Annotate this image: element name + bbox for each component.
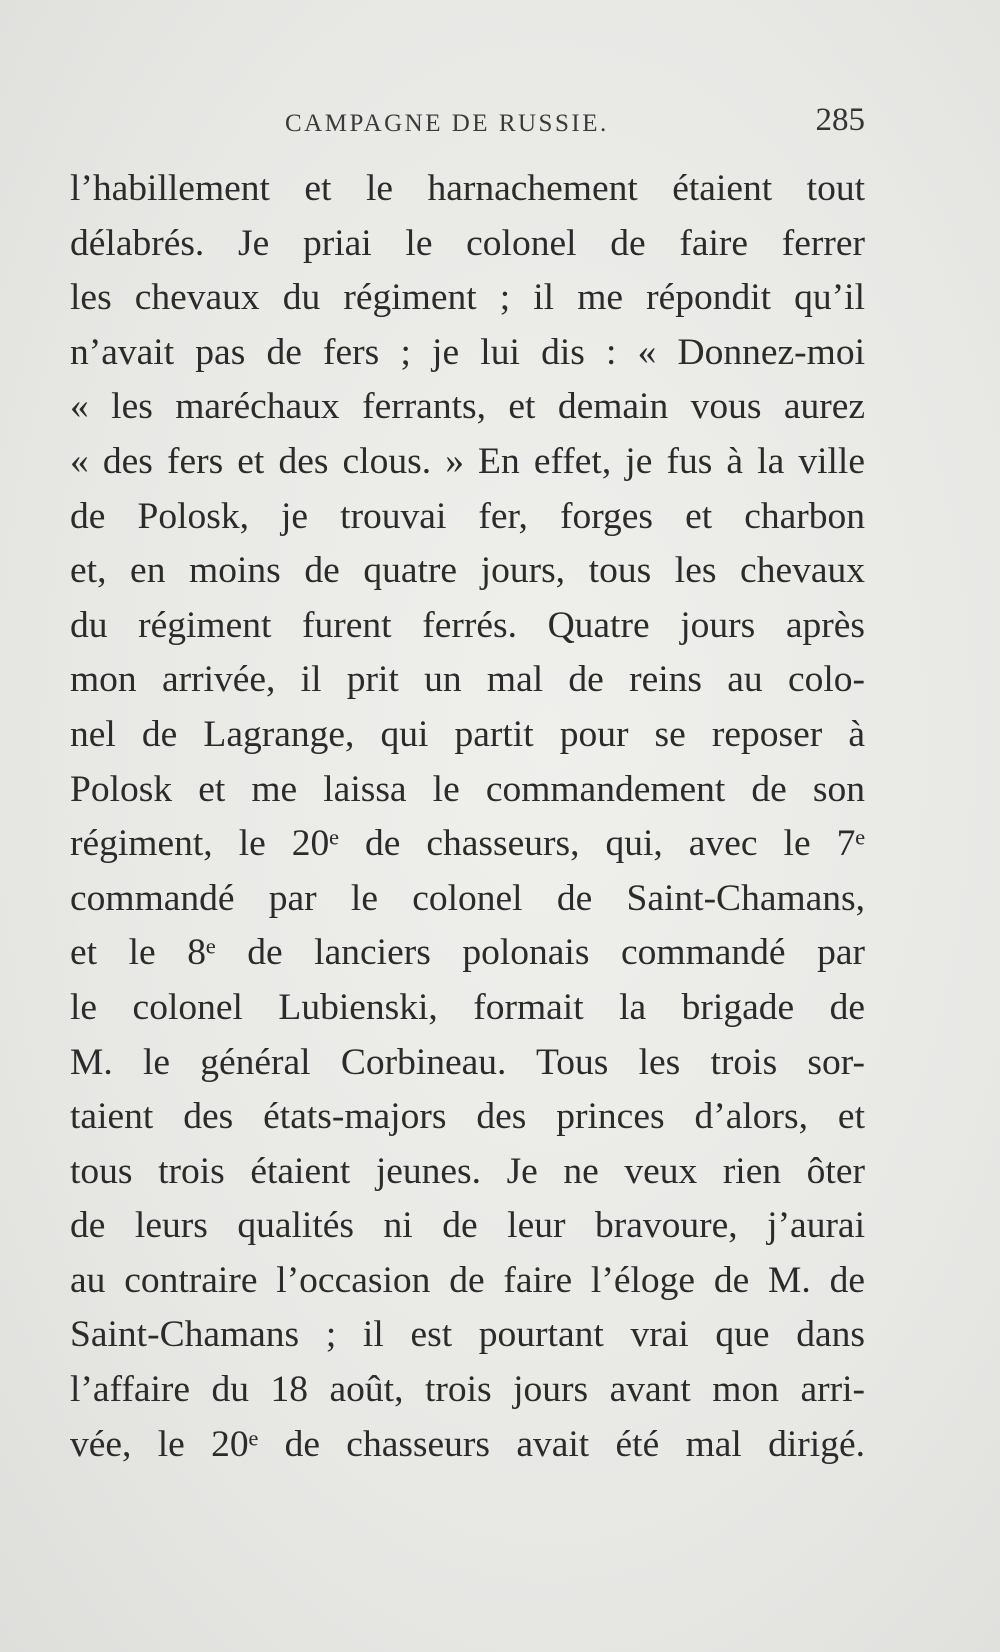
text-line: et, en moins de quatre jours, tous les chevaux bbox=[70, 550, 865, 592]
text-line: de Polosk, je trouvai fer, forges et charbon bbox=[70, 495, 865, 537]
text-line: l’habillement et le harnachement étaient tout bbox=[70, 168, 865, 209]
running-title: CAMPAGNE DE RUSSIE. bbox=[285, 110, 609, 137]
text-line: nel de Lagrange, qui partit pour se reposer à bbox=[70, 713, 865, 755]
text-line: délabrés. Je priai le colonel de faire ferrer bbox=[70, 222, 865, 264]
text-line: au contraire l’occasion de faire l’éloge de M. de bbox=[70, 1259, 865, 1301]
text-line: et le 8ᵉ de lanciers polonais commandé par bbox=[70, 932, 865, 974]
text-line: Saint-Chamans ; il est pourtant vrai que dans bbox=[70, 1314, 865, 1356]
page-number: 285 bbox=[815, 102, 865, 138]
text-line: mon arrivée, il prit un mal de reins au colo- bbox=[70, 659, 865, 701]
text-line: les chevaux du régiment ; il me répondit qu’il bbox=[70, 277, 865, 319]
text-line: « les maréchaux ferrants, et demain vous aurez bbox=[70, 386, 865, 428]
text-line: tous trois étaient jeunes. Je ne veux rien ôter bbox=[70, 1150, 865, 1192]
body-text bbox=[70, 162, 865, 1472]
text-line: de leurs qualités ni de leur bravoure, j’aurai bbox=[70, 1205, 865, 1247]
text-line: taient des états-majors des princes d’alors, et bbox=[70, 1096, 865, 1138]
text-line: régiment, le 20ᵉ de chasseurs, qui, avec le 7ᵉ bbox=[70, 823, 865, 865]
text-line: du régiment furent ferrés. Quatre jours après bbox=[70, 604, 865, 646]
page-header bbox=[70, 102, 865, 150]
text-line: commandé par le colonel de Saint-Chamans, bbox=[70, 877, 865, 919]
text-line: le colonel Lubienski, formait la brigade de bbox=[70, 986, 865, 1028]
text-line: M. le général Corbineau. Tous les trois sor- bbox=[70, 1041, 865, 1083]
text-line: Polosk et me laissa le commandement de son bbox=[70, 768, 865, 810]
text-line: n’avait pas de fers ; je lui dis : « Donnez-moi bbox=[70, 331, 865, 373]
text-line: l’affaire du 18 août, trois jours avant mon arri- bbox=[70, 1369, 865, 1411]
text-line: vée, le 20ᵉ de chasseurs avait été mal dirigé. bbox=[70, 1423, 865, 1465]
text-line: « des fers et des clous. » En effet, je fus à la ville bbox=[70, 440, 865, 482]
